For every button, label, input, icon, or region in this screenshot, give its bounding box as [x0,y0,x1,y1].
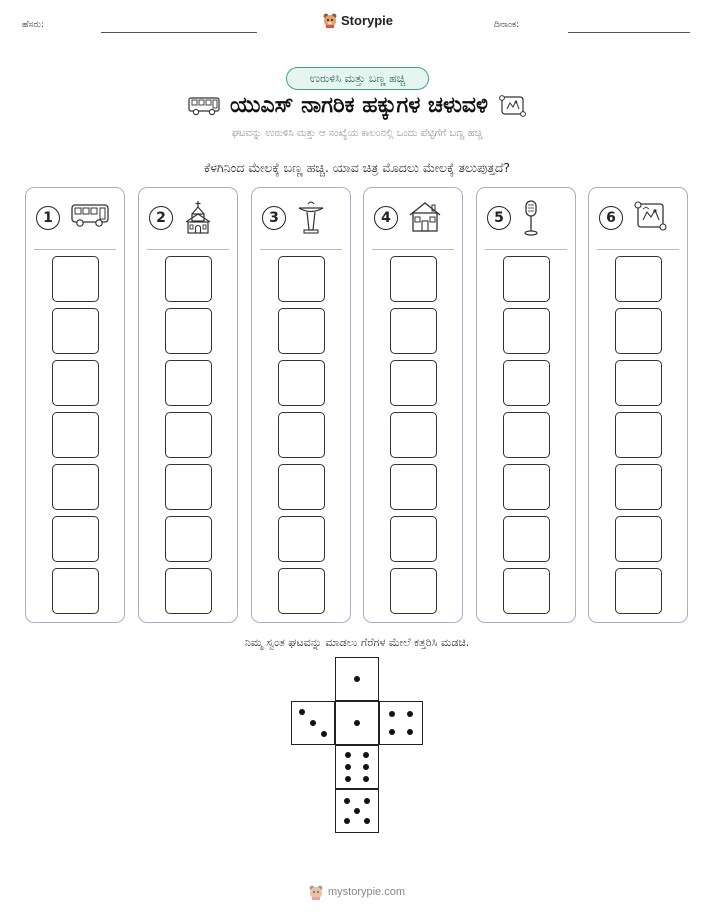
color-box[interactable] [503,516,550,562]
color-box[interactable] [165,360,212,406]
color-box[interactable] [503,568,550,614]
column-number: 1 [36,206,60,230]
dice-pip [364,798,370,804]
dice-pip [354,808,360,814]
column-3 [251,187,351,623]
bus-icon [70,200,110,234]
column-1 [25,187,125,623]
brand-logo [322,12,393,28]
name-label: ಹೆಸರು: [22,20,45,30]
question: ಕೆಳಗಿನಿಂದ ಮೇಲಕ್ಕೆ ಬಣ್ಣ ಹಚ್ಚಿ. ಯಾವ ಚಿತ್ರ ಮೊದಲು ಮೇಲಕ್ಕೆ ತಲುಪುತ್ತದೆ? [203,160,511,175]
storypie-mascot-icon [308,884,324,900]
color-box[interactable] [615,412,662,458]
column-number: 5 [487,206,511,230]
color-box[interactable] [615,464,662,510]
color-box[interactable] [165,256,212,302]
dice-pip [407,729,413,735]
column-header [589,200,687,240]
dice-face-1 [335,657,379,701]
color-box[interactable] [390,568,437,614]
dice-pip [344,818,350,824]
bus-icon [188,96,220,116]
name-line[interactable] [101,32,257,33]
color-box[interactable] [52,360,99,406]
column-divider [147,249,229,250]
color-box[interactable] [52,568,99,614]
color-box[interactable] [615,360,662,406]
dice-face-5 [335,789,379,833]
column-number: 3 [262,206,286,230]
column-number: 4 [374,206,398,230]
color-box[interactable] [615,256,662,302]
column-5 [476,187,576,623]
title-row [0,93,714,118]
column-header [26,200,124,240]
dice-pip [310,720,316,726]
color-box[interactable] [52,308,99,354]
map-scroll-icon [498,94,526,118]
color-box[interactable] [278,568,325,614]
color-box[interactable] [503,464,550,510]
color-box[interactable] [278,256,325,302]
dice-pip [389,711,395,717]
brand-name: Storypie [341,12,394,28]
color-box[interactable] [503,256,550,302]
house-icon [408,200,442,236]
dice-pip [345,752,351,758]
footer-url: mystorypie.com [328,886,406,898]
footer [308,884,405,900]
color-box[interactable] [165,568,212,614]
dice-face-4 [379,701,423,745]
water-fountain-icon [296,200,326,238]
color-box[interactable] [278,308,325,354]
color-box[interactable] [390,256,437,302]
column-header [139,200,237,240]
dice-face-6 [335,745,379,789]
color-box[interactable] [390,464,437,510]
dice-pip [363,776,369,782]
dice-instruction: ನಿಮ್ಮ ಸ್ವಂತ ಘಟವನ್ನು ಮಾಡಲು ಗೆರೆಗಳ ಮೇಲೆ ಕತ್ತರಿಸಿ ಮಡಚಿ. [244,636,470,649]
column-divider [372,249,454,250]
activity-badge: ಉರುಳಿಸಿ ಮತ್ತು ಬಣ್ಣ ಹಚ್ಚಿ [286,67,429,90]
color-box[interactable] [390,360,437,406]
dice-pip [321,731,327,737]
color-box[interactable] [52,516,99,562]
color-box[interactable] [165,308,212,354]
color-box[interactable] [615,308,662,354]
color-box[interactable] [278,360,325,406]
color-box[interactable] [52,464,99,510]
color-box[interactable] [165,412,212,458]
column-6 [588,187,688,623]
dice-pip [345,764,351,770]
color-box[interactable] [390,308,437,354]
dice-pip [407,711,413,717]
column-number: 2 [149,206,173,230]
color-box[interactable] [503,412,550,458]
color-box[interactable] [615,568,662,614]
color-box[interactable] [278,516,325,562]
column-number: 6 [599,206,623,230]
color-box[interactable] [52,256,99,302]
date-label: ದಿನಾಂಕ: [494,20,520,30]
dice-face-1 [335,701,379,745]
color-box[interactable] [165,516,212,562]
date-line[interactable] [568,32,690,33]
color-box[interactable] [503,360,550,406]
dice-pip [363,752,369,758]
subtitle: ಘಟವನ್ನು ಉರುಳಿಸಿ ಮತ್ತು ಆ ಸಂಖ್ಯೆಯ ಕಾಲಂನಲ್ಲಿ ಒಂದು ಪೆಟ್ಟಿಗೆಗೆ ಬಣ್ಣ ಹಚ್ಚಿ [231,128,483,139]
dice-pip [345,776,351,782]
column-divider [485,249,567,250]
color-box[interactable] [503,308,550,354]
column-header [477,200,575,240]
column-divider [34,249,116,250]
color-box[interactable] [52,412,99,458]
page-title: ಯುಎಸ್ ನಾಗರಿಕ ಹಕ್ಕುಗಳ ಚಳುವಳಿ [229,93,489,118]
color-box[interactable] [165,464,212,510]
column-4 [363,187,463,623]
color-box[interactable] [278,464,325,510]
church-icon [183,200,213,238]
column-2 [138,187,238,623]
color-box[interactable] [278,412,325,458]
storypie-mascot-icon [322,12,338,28]
column-header [252,200,350,240]
column-header [364,200,462,240]
dice-pip [363,764,369,770]
dice-face-3 [291,701,335,745]
dice-pip [354,720,360,726]
dice-pip [389,729,395,735]
microphone-icon [521,200,541,240]
column-divider [260,249,342,250]
dice-pip [299,709,305,715]
map-scroll-icon [633,200,667,236]
column-divider [597,249,679,250]
color-box[interactable] [390,516,437,562]
color-box[interactable] [390,412,437,458]
dice-pip [354,676,360,682]
dice-pip [364,818,370,824]
dice-pip [344,798,350,804]
color-box[interactable] [615,516,662,562]
